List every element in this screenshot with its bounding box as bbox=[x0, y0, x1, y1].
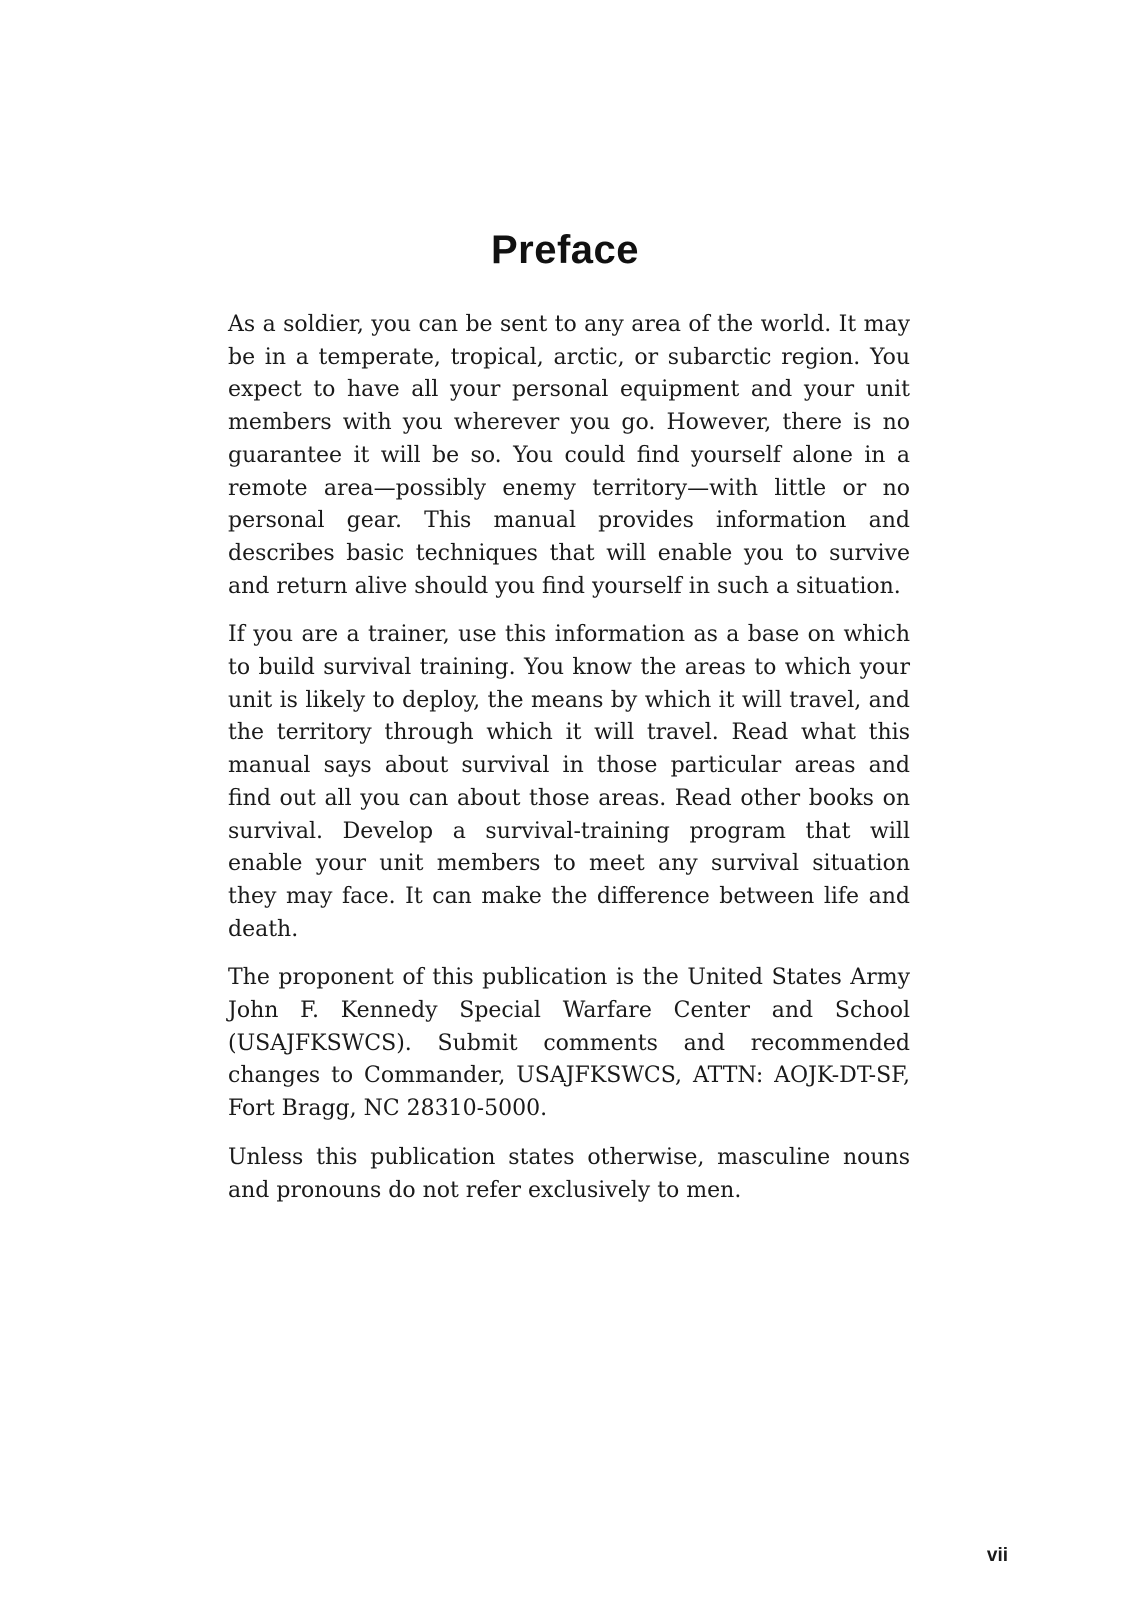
page-title: Preface bbox=[490, 228, 640, 272]
page-number: vii bbox=[986, 1545, 1008, 1566]
paragraph-trainer: If you are a trainer, use this information as a base on which to build survival training. You know the areas to which your unit is likely to deploy, the means by which it will travel, and the territory through which it will travel. Read what this manual says about survival in those particular areas and find out all you can about those areas. Read other books on survival. Develop a survival-training program that will enable your unit members to meet any survival situation they may face. It can make the difference between life and death. bbox=[228, 622, 910, 942]
preface-body bbox=[228, 309, 910, 1223]
paragraph-gender-note: Unless this publication states otherwise, masculine nouns and pronouns do not refer exclusively to men. bbox=[228, 1144, 910, 1203]
paragraph-intro: As a soldier, you can be sent to any area of the world. It may be in a temperate, tropical, arctic, or subarctic region. You expect to have all your personal equipment and your unit members with you wherever you go. However, there is no guarantee it will be so. You could find yourself alone in a remote area—possibly enemy territory—with little or no personal gear. This manual provides information and describes basic techniques that will enable you to survive and return alive should you find yourself in such a situation. bbox=[228, 312, 910, 599]
paragraph-proponent: The proponent of this publication is the United States Army John F. Kennedy Special Warfare Center and School (USAJFKSWCS). Submit comments and recommended changes to Commander, USAJFKSWCS, ATTN: AOJK-DT-SF, Fort Bragg, NC 28310-5000. bbox=[228, 965, 910, 1122]
